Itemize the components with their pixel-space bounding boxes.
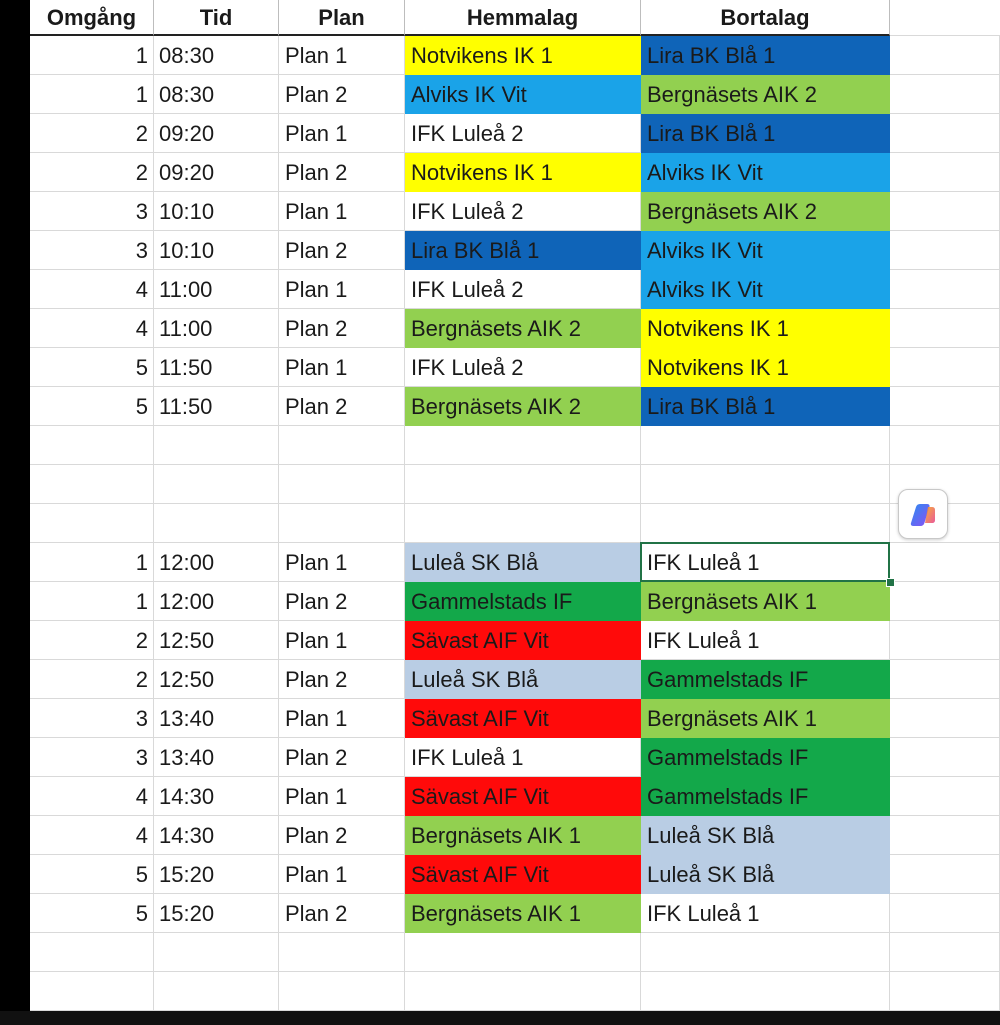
plan-cell[interactable]: Plan 2 [279,738,405,777]
hemmalag-cell[interactable]: Sävast AIF Vit [405,777,641,816]
empty-cell[interactable] [890,738,1000,777]
omgang-cell[interactable]: 1 [30,543,154,582]
table-row [30,387,1000,426]
plan-cell[interactable]: Plan 2 [279,309,405,348]
table-row [30,231,1000,270]
table-row [30,75,1000,114]
header-plan[interactable]: Plan [279,0,405,36]
bortalag-cell[interactable]: Luleå SK Blå [641,855,890,894]
hemmalag-cell[interactable]: Alviks IK Vit [405,75,641,114]
hemmalag-cell[interactable]: IFK Luleå 2 [405,348,641,387]
bortalag-cell[interactable]: Luleå SK Blå [641,816,890,855]
omgang-cell[interactable]: 2 [30,621,154,660]
time-cell[interactable]: 11:50 [154,348,279,387]
table-row [30,114,1000,153]
bottom-frame [0,1011,1000,1025]
hemmalag-cell[interactable]: Lira BK Blå 1 [405,231,641,270]
table-row [30,855,1000,894]
plan-cell[interactable] [279,426,405,465]
time-cell[interactable]: 15:20 [154,855,279,894]
hemmalag-cell[interactable]: Bergnäsets AIK 2 [405,387,641,426]
hemmalag-cell[interactable]: Notvikens IK 1 [405,36,641,75]
empty-cell[interactable] [890,192,1000,231]
header-tid[interactable]: Tid [154,0,279,36]
bortalag-cell[interactable] [641,933,890,972]
header-omgang[interactable]: Omgång [30,0,154,36]
hemmalag-cell[interactable] [405,972,641,1011]
empty-cell[interactable] [890,816,1000,855]
bortalag-cell[interactable]: Lira BK Blå 1 [641,36,890,75]
bortalag-cell[interactable]: Bergnäsets AIK 1 [641,699,890,738]
table-row [30,972,1000,1011]
table-row [30,660,1000,699]
time-cell[interactable]: 12:50 [154,660,279,699]
empty-cell[interactable] [890,972,1000,1011]
omgang-cell[interactable]: 4 [30,777,154,816]
bortalag-cell[interactable]: Bergnäsets AIK 2 [641,192,890,231]
empty-cell[interactable] [890,36,1000,75]
hemmalag-cell[interactable]: IFK Luleå 2 [405,192,641,231]
table-row [30,894,1000,933]
time-cell[interactable]: 10:10 [154,192,279,231]
table-row [30,582,1000,621]
empty-cell[interactable] [890,309,1000,348]
bortalag-cell[interactable] [641,504,890,543]
bortalag-cell[interactable]: Bergnäsets AIK 1 [641,582,890,621]
hemmalag-cell[interactable]: Sävast AIF Vit [405,855,641,894]
plan-cell[interactable]: Plan 1 [279,270,405,309]
plan-cell[interactable]: Plan 1 [279,36,405,75]
bortalag-cell[interactable]: Lira BK Blå 1 [641,387,890,426]
bortalag-cell[interactable]: IFK Luleå 1 [641,894,890,933]
empty-cell[interactable] [890,348,1000,387]
hemmalag-cell[interactable]: IFK Luleå 2 [405,270,641,309]
omgang-cell[interactable]: 1 [30,582,154,621]
hemmalag-cell[interactable] [405,504,641,543]
omgang-cell[interactable] [30,972,154,1011]
empty-cell[interactable] [890,933,1000,972]
empty-cell[interactable] [890,114,1000,153]
time-cell[interactable]: 14:30 [154,816,279,855]
omgang-cell[interactable]: 4 [30,270,154,309]
fill-handle[interactable] [886,578,895,587]
plan-cell[interactable]: Plan 1 [279,114,405,153]
plan-cell[interactable]: Plan 1 [279,543,405,582]
plan-cell[interactable]: Plan 2 [279,153,405,192]
omgang-cell[interactable]: 4 [30,816,154,855]
time-cell[interactable]: 10:10 [154,231,279,270]
time-cell[interactable]: 12:00 [154,582,279,621]
time-cell[interactable] [154,972,279,1011]
omgang-cell[interactable]: 3 [30,699,154,738]
time-cell[interactable] [154,504,279,543]
time-cell[interactable]: 13:40 [154,738,279,777]
omgang-cell[interactable]: 1 [30,36,154,75]
empty-cell[interactable] [890,855,1000,894]
bortalag-cell[interactable] [641,426,890,465]
empty-cell[interactable] [890,0,1000,36]
omgang-cell[interactable]: 3 [30,738,154,777]
table-row [30,504,1000,543]
plan-cell[interactable]: Plan 1 [279,699,405,738]
omgang-cell[interactable]: 2 [30,660,154,699]
hemmalag-cell[interactable] [405,465,641,504]
table-row [30,621,1000,660]
omgang-cell[interactable]: 3 [30,192,154,231]
hemmalag-cell[interactable]: Sävast AIF Vit [405,621,641,660]
bortalag-cell[interactable]: Lira BK Blå 1 [641,114,890,153]
table-row [30,270,1000,309]
plan-cell[interactable] [279,504,405,543]
empty-cell[interactable] [890,699,1000,738]
time-cell[interactable]: 08:30 [154,36,279,75]
hemmalag-cell[interactable]: Notvikens IK 1 [405,153,641,192]
hemmalag-cell[interactable]: Gammelstads IF [405,582,641,621]
omgang-cell[interactable] [30,465,154,504]
time-cell[interactable] [154,933,279,972]
table-row [30,816,1000,855]
time-cell[interactable]: 09:20 [154,153,279,192]
bortalag-cell[interactable]: Notvikens IK 1 [641,309,890,348]
omgang-cell[interactable] [30,933,154,972]
empty-cell[interactable] [890,894,1000,933]
hemmalag-cell[interactable] [405,933,641,972]
time-cell[interactable]: 11:00 [154,270,279,309]
omgang-cell[interactable]: 2 [30,153,154,192]
bortalag-cell[interactable]: Gammelstads IF [641,777,890,816]
header-row [30,0,1000,36]
bortalag-cell[interactable]: Notvikens IK 1 [641,348,890,387]
table-row [30,543,1000,582]
omgang-cell[interactable]: 2 [30,114,154,153]
plan-cell[interactable] [279,933,405,972]
time-cell[interactable]: 08:30 [154,75,279,114]
plan-cell[interactable]: Plan 2 [279,894,405,933]
bortalag-cell[interactable]: Alviks IK Vit [641,270,890,309]
bortalag-cell[interactable]: Alviks IK Vit [641,153,890,192]
table-row [30,36,1000,75]
bortalag-cell[interactable]: Gammelstads IF [641,660,890,699]
table-row [30,777,1000,816]
time-cell[interactable]: 13:40 [154,699,279,738]
hemmalag-cell[interactable]: IFK Luleå 2 [405,114,641,153]
omgang-cell[interactable] [30,426,154,465]
plan-cell[interactable]: Plan 1 [279,855,405,894]
plan-cell[interactable]: Plan 1 [279,777,405,816]
plan-cell[interactable]: Plan 1 [279,621,405,660]
empty-cell[interactable] [890,582,1000,621]
table-row [30,933,1000,972]
hemmalag-cell[interactable]: Bergnäsets AIK 2 [405,309,641,348]
hemmalag-cell[interactable] [405,426,641,465]
plan-cell[interactable]: Plan 2 [279,816,405,855]
hemmalag-cell[interactable]: Luleå SK Blå [405,660,641,699]
plan-cell[interactable] [279,465,405,504]
bortalag-cell[interactable]: Alviks IK Vit [641,231,890,270]
plan-cell[interactable]: Plan 2 [279,660,405,699]
omgang-cell[interactable] [30,504,154,543]
empty-cell[interactable] [890,660,1000,699]
empty-cell[interactable] [890,75,1000,114]
header-hemmalag[interactable]: Hemmalag [405,0,641,36]
header-bortalag[interactable]: Bortalag [641,0,890,36]
omgang-cell[interactable]: 3 [30,231,154,270]
time-cell[interactable]: 09:20 [154,114,279,153]
table-row [30,465,1000,504]
plan-cell[interactable]: Plan 2 [279,231,405,270]
empty-cell[interactable] [890,777,1000,816]
plan-cell[interactable]: Plan 1 [279,348,405,387]
hemmalag-cell[interactable]: Sävast AIF Vit [405,699,641,738]
hemmalag-cell[interactable]: IFK Luleå 1 [405,738,641,777]
plan-cell[interactable]: Plan 2 [279,75,405,114]
time-cell[interactable] [154,465,279,504]
bortalag-cell[interactable]: IFK Luleå 1 [641,621,890,660]
hemmalag-cell[interactable]: Bergnäsets AIK 1 [405,894,641,933]
plan-cell[interactable]: Plan 2 [279,387,405,426]
hemmalag-cell[interactable]: Luleå SK Blå [405,543,641,582]
table-row [30,426,1000,465]
empty-cell[interactable] [890,153,1000,192]
omgang-cell[interactable]: 4 [30,309,154,348]
bortalag-cell[interactable] [641,465,890,504]
time-cell[interactable]: 12:00 [154,543,279,582]
omgang-cell[interactable]: 5 [30,387,154,426]
bortalag-cell[interactable]: IFK Luleå 1 [641,543,890,582]
table-row [30,348,1000,387]
omgang-cell[interactable]: 1 [30,75,154,114]
time-cell[interactable]: 14:30 [154,777,279,816]
table-row [30,192,1000,231]
spreadsheet-grid[interactable] [30,0,1000,1011]
time-cell[interactable] [154,426,279,465]
bortalag-cell[interactable]: Bergnäsets AIK 2 [641,75,890,114]
table-row [30,738,1000,777]
bortalag-cell[interactable] [641,972,890,1011]
hemmalag-cell[interactable]: Bergnäsets AIK 1 [405,816,641,855]
table-row [30,699,1000,738]
omgang-cell[interactable]: 5 [30,855,154,894]
plan-cell[interactable]: Plan 2 [279,582,405,621]
bortalag-cell[interactable]: Gammelstads IF [641,738,890,777]
empty-cell[interactable] [890,270,1000,309]
empty-cell[interactable] [890,543,1000,582]
empty-cell[interactable] [890,231,1000,270]
empty-cell[interactable] [890,387,1000,426]
omgang-cell[interactable]: 5 [30,894,154,933]
time-cell[interactable]: 11:00 [154,309,279,348]
table-row [30,153,1000,192]
empty-cell[interactable] [890,426,1000,465]
time-cell[interactable]: 11:50 [154,387,279,426]
copilot-button[interactable] [898,489,948,539]
time-cell[interactable]: 12:50 [154,621,279,660]
empty-cell[interactable] [890,621,1000,660]
omgang-cell[interactable]: 5 [30,348,154,387]
table-row [30,309,1000,348]
plan-cell[interactable]: Plan 1 [279,192,405,231]
plan-cell[interactable] [279,972,405,1011]
time-cell[interactable]: 15:20 [154,894,279,933]
